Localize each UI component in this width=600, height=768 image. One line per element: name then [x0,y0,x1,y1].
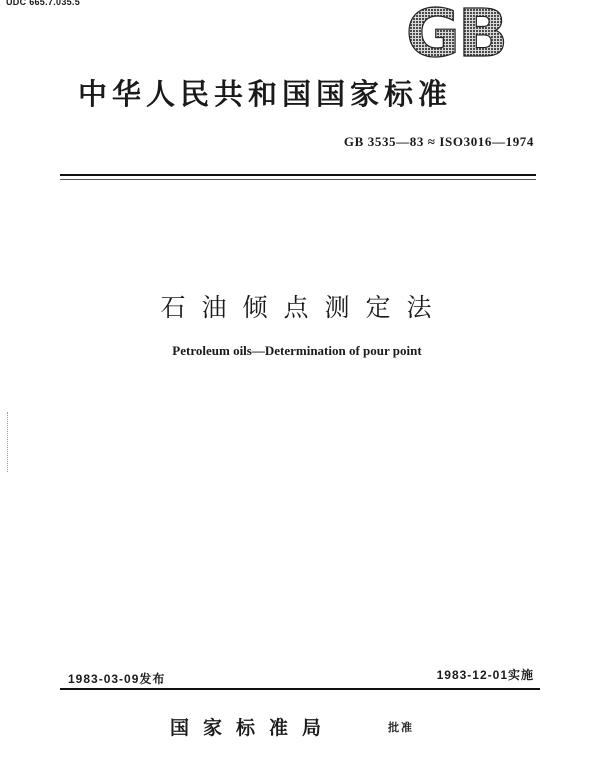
gb-logo-text: GB [405,0,507,62]
footer-divider [60,688,540,690]
gb-logo [395,0,517,62]
approval-label: 批准 [388,721,414,734]
issuing-bureau: 国家标准局 [170,717,336,739]
issue-date: 1983-03-09发布 [68,672,166,686]
implementation-date: 1983-12-01实施 [436,668,534,682]
standard-number: GB 3535—83 ≈ ISO3016—1974 [343,134,534,149]
header-divider-thin [60,179,536,180]
document-title-english: Petroleum oils—Determination of pour point [172,343,422,358]
udc-code: UDC 665.7.035.5 [6,0,81,7]
document-title-chinese: 石油倾点测定法 [160,293,448,322]
standard-name: 中华人民共和国国家标准 [78,77,453,111]
header-divider [60,174,536,176]
margin-scan-marks [7,412,10,472]
